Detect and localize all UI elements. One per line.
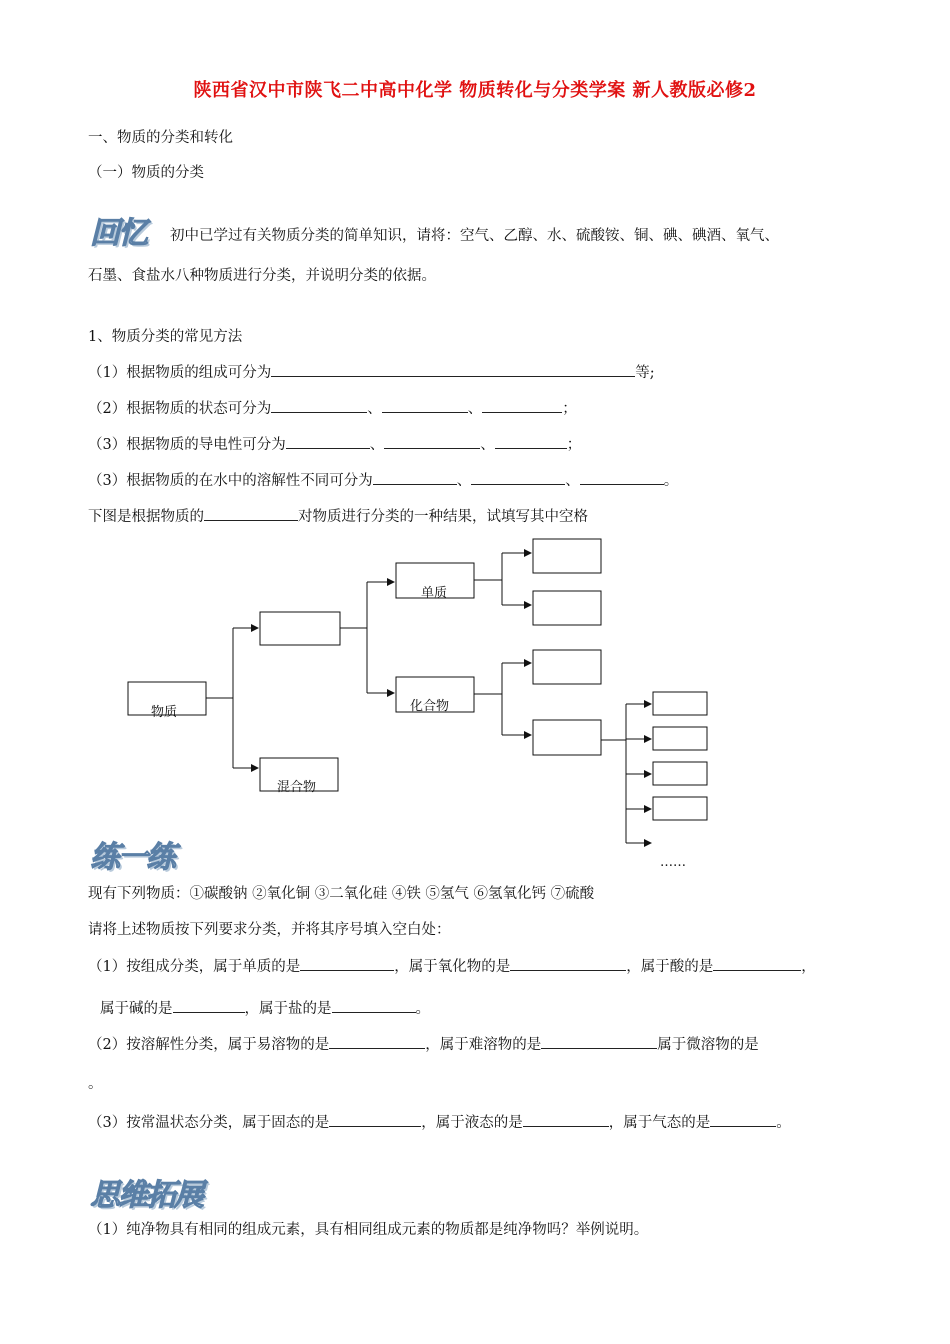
methods-heading: 1、物质分类的常见方法: [88, 329, 243, 345]
recall-text-line2: 石墨、食盐水八种物质进行分类，并说明分类的依据。: [88, 268, 436, 284]
practice-badge-icon: 练一练: [90, 840, 174, 875]
blank-state-2[interactable]: [382, 398, 468, 413]
subsection-heading: （一）物质的分类: [88, 165, 204, 181]
practice-instruction: 请将上述物质按下列要求分类，并将其序号填入空白处：: [88, 922, 451, 938]
method-conductivity: （3）根据物质的导电性可分为 、 、 ；: [88, 434, 581, 455]
diagram-instruction: 下图是根据物质的 对物质进行分类的一种结果，试填写其中空格: [88, 506, 588, 527]
label-mixture: 混合物: [277, 780, 317, 795]
practice-substance-list: 现有下列物质：①碳酸钠 ②氧化铜 ③二氧化硅 ④铁 ⑤氢气 ⑥氢氧化钙 ⑦硫酸: [88, 886, 595, 902]
blank-q1-elemental[interactable]: [300, 956, 394, 971]
blank-conductivity-2[interactable]: [384, 434, 480, 449]
blank-q3-solid[interactable]: [329, 1112, 421, 1127]
blank-conductivity-1[interactable]: [286, 434, 370, 449]
practice-q1: （1）按组成分类，属于单质的是 ，属于氧化物的是 ，属于酸的是 ，: [88, 956, 816, 977]
method-composition: （1）根据物质的组成可分为 等;: [88, 362, 655, 383]
blank-composition[interactable]: [271, 362, 635, 377]
blank-solubility-3[interactable]: [580, 470, 664, 485]
classification-tree-diagram: [0, 520, 950, 880]
method-state: （2）根据物质的状态可分为 、 、 ；: [88, 398, 577, 419]
label-ellipsis: ……: [660, 855, 686, 870]
section-heading: 一、物质的分类和转化: [88, 130, 233, 146]
extend-badge-icon: 思维拓展: [90, 1178, 202, 1213]
recall-badge-icon: 回忆: [90, 216, 146, 251]
label-root: 物质: [151, 705, 178, 720]
blank-state-1[interactable]: [271, 398, 367, 413]
box-pure-substance-blank[interactable]: [260, 612, 340, 645]
recall-text-line1: 初中已学过有关物质分类的简单知识，请将：空气、乙醇、水、硫酸铵、铜、碘、碘酒、氧气、: [170, 228, 779, 244]
box-subclass-1-blank[interactable]: [653, 692, 707, 715]
practice-q3: （3）按常温状态分类，属于固态的是 ，属于液态的是 ，属于气态的是 。: [88, 1112, 791, 1133]
blank-q2-soluble[interactable]: [329, 1034, 425, 1049]
box-subclass-4-blank[interactable]: [653, 797, 707, 820]
practice-q2: （2）按溶解性分类，属于易溶物的是 ，属于难溶物的是 属于微溶物的是: [88, 1034, 759, 1055]
box-subclass-3-blank[interactable]: [653, 762, 707, 785]
box-elemental-child-1-blank[interactable]: [533, 539, 601, 573]
blank-solubility-2[interactable]: [471, 470, 565, 485]
box-elemental-child-2-blank[interactable]: [533, 591, 601, 625]
blank-q1-acid[interactable]: [713, 956, 801, 971]
extend-q1: （1）纯净物具有相同的组成元素，具有相同组成元素的物质都是纯净物吗？举例说明。: [88, 1222, 649, 1238]
box-compound-child-2-blank[interactable]: [533, 720, 601, 755]
box-compound-child-1-blank[interactable]: [533, 650, 601, 684]
label-compound: 化合物: [410, 699, 450, 714]
blank-q3-liquid[interactable]: [523, 1112, 609, 1127]
blank-conductivity-3[interactable]: [495, 434, 567, 449]
blank-solubility-1[interactable]: [373, 470, 457, 485]
blank-q2-insoluble[interactable]: [541, 1034, 657, 1049]
blank-q1-base[interactable]: [173, 998, 245, 1013]
label-elemental: 单质: [421, 586, 448, 601]
blank-q1-salt[interactable]: [332, 998, 416, 1013]
method-solubility: （3）根据物质的在水中的溶解性不同可分为 、 、 。: [88, 470, 678, 491]
practice-q2-end: 。: [88, 1076, 103, 1092]
blank-q1-oxide[interactable]: [510, 956, 626, 971]
practice-q1-cont: 属于碱的是 ，属于盐的是 。: [100, 998, 430, 1019]
blank-state-3[interactable]: [482, 398, 562, 413]
blank-diagram-basis[interactable]: [204, 506, 298, 521]
box-subclass-2-blank[interactable]: [653, 727, 707, 750]
blank-q3-gas[interactable]: [710, 1112, 776, 1127]
page-title: 陕西省汉中市陕飞二中高中化学 物质转化与分类学案 新人教版必修2: [193, 80, 757, 101]
